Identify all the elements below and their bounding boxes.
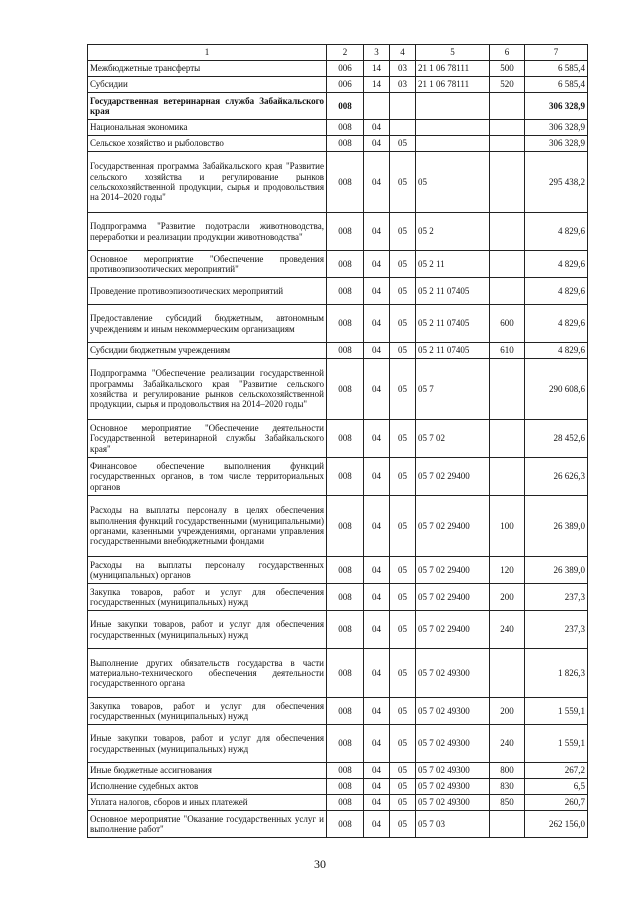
amount-cell: 26 389,0: [525, 557, 588, 584]
subsection-code-cell: 05: [390, 649, 416, 698]
subsection-code-cell: 05: [390, 359, 416, 420]
amount-cell: 26 626,3: [525, 458, 588, 496]
section-code-cell: 04: [364, 251, 390, 278]
amount-cell: 4 829,6: [525, 251, 588, 278]
amount-cell: 306 328,9: [525, 136, 588, 152]
row-name-cell: Выполнение других обязательств государства в части материально-технического обеспечения деятельности государственного органа: [88, 649, 327, 698]
table-header-row: [88, 45, 588, 61]
amount-cell: 26 389,0: [525, 496, 588, 557]
ministry-code-cell: 008: [327, 557, 364, 584]
header-cell: 4: [390, 45, 416, 61]
target-article-cell: 05 7 02 29400: [416, 611, 490, 649]
expense-type-cell: [490, 420, 525, 458]
row-name-cell: Подпрограмма "Развитие подотрасли животноводства, переработки и реализации продукции животноводства": [88, 213, 327, 251]
table-row: [88, 698, 588, 725]
expense-type-cell: [490, 120, 525, 136]
amount-cell: 4 829,6: [525, 278, 588, 305]
subsection-code-cell: 05: [390, 420, 416, 458]
section-code-cell: 14: [364, 61, 390, 77]
header-cell: 7: [525, 45, 588, 61]
ministry-code-cell: 006: [327, 61, 364, 77]
target-article-cell: 05 7 02 49300: [416, 779, 490, 795]
subsection-code-cell: 05: [390, 213, 416, 251]
row-name-cell: Закупка товаров, работ и услуг для обеспечения государственных (муниципальных) нужд: [88, 584, 327, 611]
section-code-cell: 04: [364, 343, 390, 359]
ministry-code-cell: 008: [327, 93, 364, 120]
table-row: [88, 779, 588, 795]
table-row: [88, 458, 588, 496]
expense-type-cell: 200: [490, 698, 525, 725]
row-name-cell: Основное мероприятие "Обеспечение деятельности Государственной ветеринарной службы Забайкальского края": [88, 420, 327, 458]
subsection-code-cell: 05: [390, 698, 416, 725]
ministry-code-cell: 008: [327, 120, 364, 136]
subsection-code-cell: 05: [390, 152, 416, 213]
ministry-code-cell: 008: [327, 213, 364, 251]
section-code-cell: 04: [364, 698, 390, 725]
ministry-code-cell: 008: [327, 811, 364, 838]
header-cell: 5: [416, 45, 490, 61]
subsection-code-cell: 05: [390, 584, 416, 611]
table-row: [88, 584, 588, 611]
expense-type-cell: 610: [490, 343, 525, 359]
row-name-cell: Расходы на выплаты персоналу в целях обеспечения выполнения функций государственными (муниципальными) органами, казенными учреждениями, органами управления государственными внебюджетными фондами: [88, 496, 327, 557]
section-code-cell: 04: [364, 152, 390, 213]
expense-type-cell: [490, 278, 525, 305]
target-article-cell: 05 7 02 49300: [416, 725, 490, 763]
target-article-cell: [416, 136, 490, 152]
subsection-code-cell: 05: [390, 343, 416, 359]
row-name-cell: Иные закупки товаров, работ и услуг для обеспечения государственных (муниципальных) нужд: [88, 725, 327, 763]
target-article-cell: 05 2: [416, 213, 490, 251]
page-number: 30: [314, 857, 326, 871]
expense-type-cell: 520: [490, 77, 525, 93]
section-code-cell: 04: [364, 584, 390, 611]
ministry-code-cell: 008: [327, 611, 364, 649]
table-row: [88, 763, 588, 779]
table-row: [88, 136, 588, 152]
amount-cell: 1 559,1: [525, 725, 588, 763]
ministry-code-cell: 006: [327, 77, 364, 93]
ministry-code-cell: 008: [327, 278, 364, 305]
table-row: [88, 278, 588, 305]
subsection-code-cell: 05: [390, 725, 416, 763]
amount-cell: 260,7: [525, 795, 588, 811]
row-name-cell: Государственная ветеринарная служба Забайкальского края: [88, 93, 327, 120]
amount-cell: 267,2: [525, 763, 588, 779]
target-article-cell: 05 7 02 49300: [416, 795, 490, 811]
section-code-cell: 04: [364, 557, 390, 584]
amount-cell: 306 328,9: [525, 93, 588, 120]
table-row: [88, 811, 588, 838]
amount-cell: 4 829,6: [525, 213, 588, 251]
target-article-cell: 05 2 11 07405: [416, 278, 490, 305]
expense-type-cell: [490, 359, 525, 420]
row-name-cell: Основное мероприятие "Обеспечение проведения противоэпизоотических мероприятий": [88, 251, 327, 278]
target-article-cell: 21 1 06 78111: [416, 77, 490, 93]
amount-cell: 306 328,9: [525, 120, 588, 136]
target-article-cell: 05: [416, 152, 490, 213]
section-code-cell: 04: [364, 779, 390, 795]
ministry-code-cell: 008: [327, 698, 364, 725]
amount-cell: 6,5: [525, 779, 588, 795]
expense-type-cell: 600: [490, 305, 525, 343]
row-name-cell: Субсидии: [88, 77, 327, 93]
subsection-code-cell: 05: [390, 136, 416, 152]
row-name-cell: Субсидии бюджетным учреждениям: [88, 343, 327, 359]
section-code-cell: 04: [364, 305, 390, 343]
section-code-cell: 04: [364, 763, 390, 779]
section-code-cell: 04: [364, 795, 390, 811]
ministry-code-cell: 008: [327, 649, 364, 698]
ministry-code-cell: 008: [327, 779, 364, 795]
header-cell: 3: [364, 45, 390, 61]
ministry-code-cell: 008: [327, 136, 364, 152]
expense-type-cell: 500: [490, 61, 525, 77]
row-name-cell: Сельское хозяйство и рыболовство: [88, 136, 327, 152]
document-page: [87, 44, 587, 838]
ministry-code-cell: 008: [327, 343, 364, 359]
table-row: [88, 795, 588, 811]
target-article-cell: 05 7 02 29400: [416, 584, 490, 611]
target-article-cell: 05 7 02 49300: [416, 763, 490, 779]
target-article-cell: [416, 93, 490, 120]
section-code-cell: 04: [364, 136, 390, 152]
expense-type-cell: [490, 213, 525, 251]
subsection-code-cell: 05: [390, 811, 416, 838]
section-code-cell: 04: [364, 278, 390, 305]
table-row: [88, 725, 588, 763]
subsection-code-cell: 05: [390, 779, 416, 795]
expense-type-cell: 850: [490, 795, 525, 811]
expense-type-cell: [490, 152, 525, 213]
expense-type-cell: 800: [490, 763, 525, 779]
section-code-cell: 04: [364, 120, 390, 136]
amount-cell: 1 826,3: [525, 649, 588, 698]
amount-cell: 237,3: [525, 611, 588, 649]
section-code-cell: 04: [364, 811, 390, 838]
amount-cell: 4 829,6: [525, 305, 588, 343]
row-name-cell: Расходы на выплаты персоналу государственных (муниципальных) органов: [88, 557, 327, 584]
ministry-code-cell: 008: [327, 359, 364, 420]
amount-cell: 290 608,6: [525, 359, 588, 420]
expense-type-cell: 200: [490, 584, 525, 611]
ministry-code-cell: 008: [327, 152, 364, 213]
amount-cell: 295 438,2: [525, 152, 588, 213]
target-article-cell: [416, 120, 490, 136]
section-code-cell: [364, 93, 390, 120]
expense-type-cell: [490, 811, 525, 838]
table-row: [88, 496, 588, 557]
row-name-cell: Национальная экономика: [88, 120, 327, 136]
row-name-cell: Уплата налогов, сборов и иных платежей: [88, 795, 327, 811]
expense-type-cell: [490, 251, 525, 278]
subsection-code-cell: 05: [390, 557, 416, 584]
subsection-code-cell: 05: [390, 496, 416, 557]
row-name-cell: Закупка товаров, работ и услуг для обеспечения государственных (муниципальных) нужд: [88, 698, 327, 725]
target-article-cell: 05 2 11 07405: [416, 343, 490, 359]
ministry-code-cell: 008: [327, 795, 364, 811]
section-code-cell: 04: [364, 611, 390, 649]
ministry-code-cell: 008: [327, 458, 364, 496]
row-name-cell: Иные бюджетные ассигнования: [88, 763, 327, 779]
target-article-cell: 21 1 06 78111: [416, 61, 490, 77]
expense-type-cell: [490, 136, 525, 152]
section-code-cell: 14: [364, 77, 390, 93]
expense-type-cell: [490, 458, 525, 496]
ministry-code-cell: 008: [327, 305, 364, 343]
subsection-code-cell: 03: [390, 61, 416, 77]
table-row: [88, 420, 588, 458]
table-row: [88, 343, 588, 359]
table-row: [88, 611, 588, 649]
subsection-code-cell: 05: [390, 611, 416, 649]
target-article-cell: 05 7 02: [416, 420, 490, 458]
section-code-cell: 04: [364, 213, 390, 251]
ministry-code-cell: 008: [327, 725, 364, 763]
amount-cell: 262 156,0: [525, 811, 588, 838]
row-name-cell: Финансовое обеспечение выполнения функций государственных органов, в том числе территориальных органов: [88, 458, 327, 496]
table-row: [88, 120, 588, 136]
target-article-cell: 05 2 11: [416, 251, 490, 278]
row-name-cell: Проведение противоэпизоотических мероприятий: [88, 278, 327, 305]
table-row: [88, 305, 588, 343]
expense-type-cell: 240: [490, 611, 525, 649]
table-row: [88, 61, 588, 77]
row-name-cell: Подпрограмма "Обеспечение реализации государственной программы Забайкальского края "Развитие сельского хозяйства и регулирование рынков сельскохозяйственной продукции, сырья и продовольствия на 2014–2020 годы": [88, 359, 327, 420]
subsection-code-cell: [390, 120, 416, 136]
table-row: [88, 213, 588, 251]
subsection-code-cell: 05: [390, 305, 416, 343]
subsection-code-cell: 05: [390, 763, 416, 779]
section-code-cell: 04: [364, 496, 390, 557]
amount-cell: 237,3: [525, 584, 588, 611]
header-cell: 1: [88, 45, 327, 61]
amount-cell: 1 559,1: [525, 698, 588, 725]
section-code-cell: 04: [364, 725, 390, 763]
expense-type-cell: 240: [490, 725, 525, 763]
row-name-cell: Основное мероприятие "Оказание государственных услуг и выполнение работ": [88, 811, 327, 838]
target-article-cell: 05 7 02 49300: [416, 649, 490, 698]
row-name-cell: Исполнение судебных актов: [88, 779, 327, 795]
target-article-cell: 05 7: [416, 359, 490, 420]
amount-cell: 28 452,6: [525, 420, 588, 458]
row-name-cell: Иные закупки товаров, работ и услуг для обеспечения государственных (муниципальных) нужд: [88, 611, 327, 649]
subsection-code-cell: [390, 93, 416, 120]
header-cell: 6: [490, 45, 525, 61]
row-name-cell: Государственная программа Забайкальского края "Развитие сельского хозяйства и регулирование рынков сельскохозяйственной продукции, сырья и продовольствия на 2014–2020 годы": [88, 152, 327, 213]
ministry-code-cell: 008: [327, 496, 364, 557]
expense-type-cell: 120: [490, 557, 525, 584]
target-article-cell: 05 7 02 49300: [416, 698, 490, 725]
header-cell: 2: [327, 45, 364, 61]
subsection-code-cell: 05: [390, 458, 416, 496]
table-body: [88, 45, 588, 838]
expense-type-cell: [490, 649, 525, 698]
section-code-cell: 04: [364, 458, 390, 496]
target-article-cell: 05 7 02 29400: [416, 458, 490, 496]
amount-cell: 4 829,6: [525, 343, 588, 359]
subsection-code-cell: 05: [390, 278, 416, 305]
table-row: [88, 557, 588, 584]
expense-type-cell: 100: [490, 496, 525, 557]
ministry-code-cell: 008: [327, 251, 364, 278]
subsection-code-cell: 05: [390, 795, 416, 811]
target-article-cell: 05 7 02 29400: [416, 496, 490, 557]
subsection-code-cell: 05: [390, 251, 416, 278]
expense-type-cell: [490, 93, 525, 120]
table-row: [88, 77, 588, 93]
table-row: [88, 251, 588, 278]
target-article-cell: 05 7 02 29400: [416, 557, 490, 584]
target-article-cell: 05 2 11 07405: [416, 305, 490, 343]
row-name-cell: Предоставление субсидий бюджетным, автономным учреждениям и иным некоммерческим организациям: [88, 305, 327, 343]
table-row: [88, 649, 588, 698]
row-name-cell: Межбюджетные трансферты: [88, 61, 327, 77]
ministry-code-cell: 008: [327, 420, 364, 458]
amount-cell: 6 585,4: [525, 61, 588, 77]
ministry-code-cell: 008: [327, 584, 364, 611]
expense-type-cell: 830: [490, 779, 525, 795]
section-code-cell: 04: [364, 420, 390, 458]
target-article-cell: 05 7 03: [416, 811, 490, 838]
subsection-code-cell: 03: [390, 77, 416, 93]
amount-cell: 6 585,4: [525, 77, 588, 93]
budget-table: [87, 44, 588, 838]
table-row: [88, 152, 588, 213]
section-code-cell: 04: [364, 649, 390, 698]
table-row: [88, 93, 588, 120]
ministry-code-cell: 008: [327, 763, 364, 779]
table-row: [88, 359, 588, 420]
section-code-cell: 04: [364, 359, 390, 420]
